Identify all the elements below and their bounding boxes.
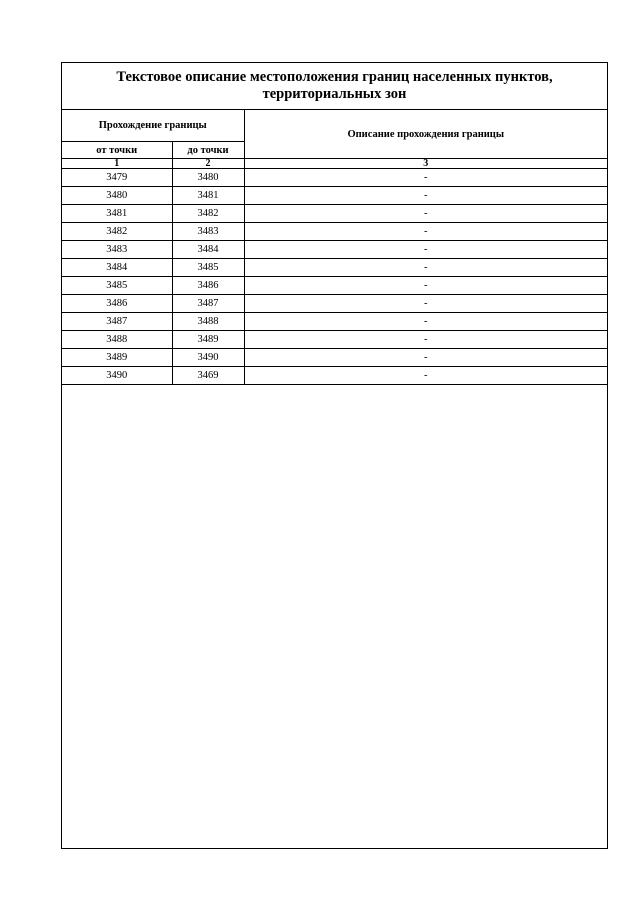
cell-description: -: [244, 367, 607, 385]
table-row: [62, 331, 607, 349]
cell-description: -: [244, 331, 607, 349]
cell-description: -: [244, 277, 607, 295]
cell-description: -: [244, 259, 607, 277]
cell-to: 3482: [172, 205, 244, 223]
title-line-1: Текстовое описание местоположения границ населенных пунктов,: [116, 69, 553, 85]
cell-from: 3479: [62, 169, 172, 187]
cell-description: -: [244, 223, 607, 241]
cell-to: 3489: [172, 331, 244, 349]
cell-to: 3483: [172, 223, 244, 241]
cell-description: -: [244, 187, 607, 205]
cell-to: 3486: [172, 277, 244, 295]
cell-to: 3487: [172, 295, 244, 313]
document-title: [62, 63, 607, 110]
cell-to: 3480: [172, 169, 244, 187]
cell-to: 3485: [172, 259, 244, 277]
boundary-table: [62, 110, 607, 385]
col-number-3: 3: [244, 159, 607, 169]
header-passage: Прохождение границы: [62, 110, 244, 142]
cell-to: 3490: [172, 349, 244, 367]
table-row: [62, 259, 607, 277]
cell-from: 3485: [62, 277, 172, 295]
table-row: [62, 295, 607, 313]
table-row: [62, 367, 607, 385]
cell-to: 3469: [172, 367, 244, 385]
table-row: [62, 349, 607, 367]
cell-from: 3483: [62, 241, 172, 259]
table-row: [62, 313, 607, 331]
cell-from: 3484: [62, 259, 172, 277]
cell-from: 3490: [62, 367, 172, 385]
cell-description: -: [244, 295, 607, 313]
cell-from: 3486: [62, 295, 172, 313]
cell-description: -: [244, 169, 607, 187]
cell-description: -: [244, 241, 607, 259]
table-row: [62, 187, 607, 205]
col-number-2: 2: [172, 159, 244, 169]
table-row: [62, 169, 607, 187]
cell-description: -: [244, 349, 607, 367]
cell-description: -: [244, 205, 607, 223]
cell-from: 3482: [62, 223, 172, 241]
document-frame: [61, 62, 608, 849]
table-row: [62, 223, 607, 241]
cell-to: 3481: [172, 187, 244, 205]
cell-from: 3487: [62, 313, 172, 331]
cell-description: -: [244, 313, 607, 331]
header-to: до точки: [172, 142, 244, 159]
cell-from: 3488: [62, 331, 172, 349]
header-description: Описание прохождения границы: [244, 110, 607, 159]
col-number-1: 1: [62, 159, 172, 169]
title-line-2: территориальных зон: [262, 86, 407, 102]
cell-from: 3480: [62, 187, 172, 205]
cell-to: 3484: [172, 241, 244, 259]
table-row: [62, 241, 607, 259]
header-from: от точки: [62, 142, 172, 159]
table-row: [62, 277, 607, 295]
cell-to: 3488: [172, 313, 244, 331]
cell-from: 3481: [62, 205, 172, 223]
table-row: [62, 205, 607, 223]
cell-from: 3489: [62, 349, 172, 367]
